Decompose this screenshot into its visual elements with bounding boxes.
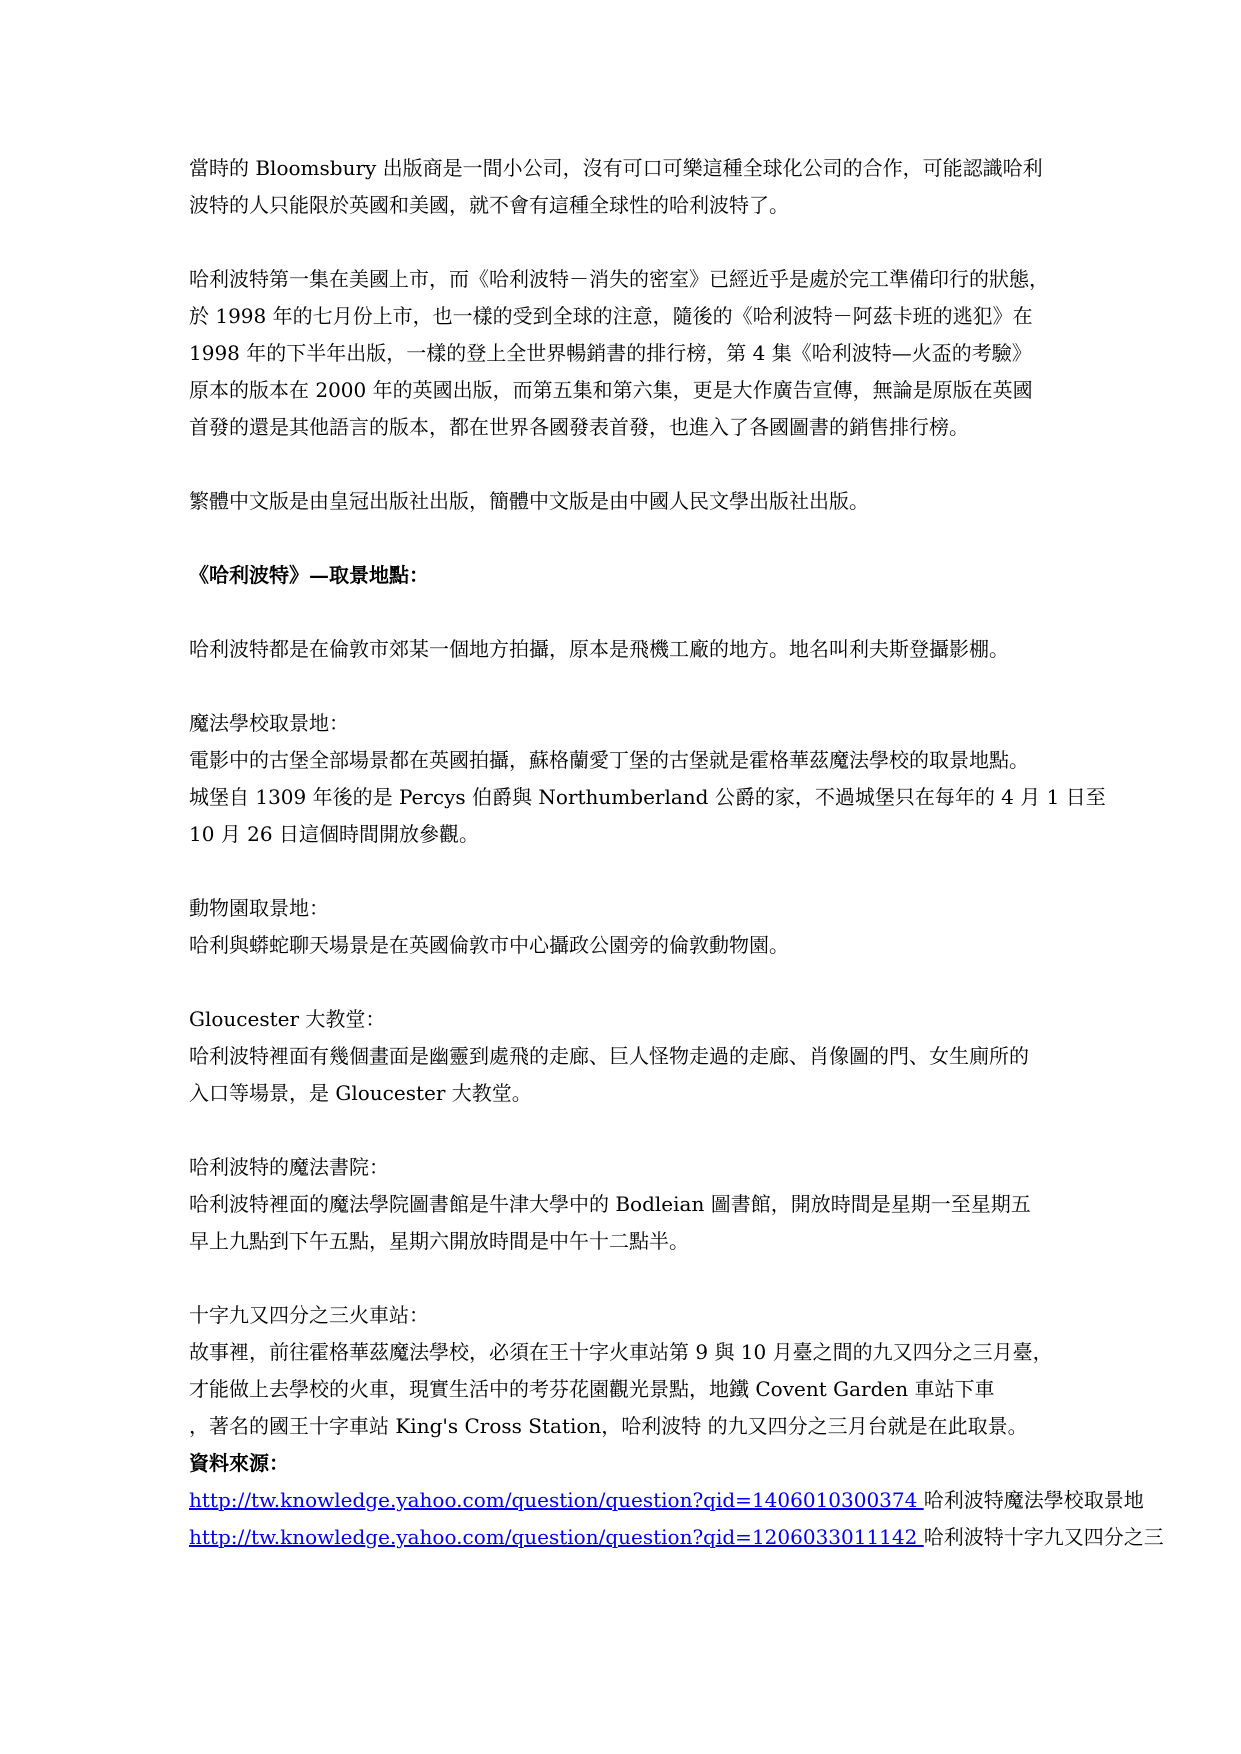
paragraph-line: 1998 年的下半年出版，一樣的登上全世界暢銷書的排行榜，第 4 集《哈利波特—火盃的考驗》 xyxy=(189,341,1032,365)
location-text-line: ，著名的國王十字車站 King's Cross Station，哈利波特 的九又四分之三月台就是在此取景。 xyxy=(189,1414,1028,1438)
paragraph-line: 於 1998 年的七月份上市，也一樣的受到全球的注意，隨後的《哈利波特－阿茲卡班的逃犯》在 xyxy=(189,304,1033,328)
intro-paragraph-bloomsbury xyxy=(189,150,1069,224)
paragraph-chinese-editions xyxy=(189,483,1069,520)
paragraph-line: 哈利波特都是在倫敦市郊某一個地方拍攝，原本是飛機工廠的地方。地名叫利夫斯登攝影棚。 xyxy=(189,637,1009,661)
source-item xyxy=(189,1482,1144,1519)
source-description: 哈利波特魔法學校取景地 xyxy=(923,1488,1144,1512)
location-text-line: 10 月 26 日這個時間開放參觀。 xyxy=(189,822,479,846)
source-description: 哈利波特十字九又四分之三 xyxy=(923,1525,1164,1549)
location-title: 十字九又四分之三火車站： xyxy=(189,1303,429,1327)
sources-block xyxy=(189,1445,1164,1556)
location-text-line: 電影中的古堡全部場景都在英國拍攝，蘇格蘭愛丁堡的古堡就是霍格華茲魔法學校的取景地點。 xyxy=(189,748,1029,772)
location-section-library xyxy=(189,1149,1069,1260)
location-section-kings-cross xyxy=(189,1297,1069,1445)
location-text-line: 城堡自 1309 年後的是 Percys 伯爵與 Northumberland 公爵的家，不過城堡只在每年的 4 月 1 日至 xyxy=(189,785,1106,809)
location-text-line: 入口等場景，是 Gloucester 大教堂。 xyxy=(189,1081,532,1105)
location-section-zoo xyxy=(189,890,1069,964)
location-section-gloucester-cathedral xyxy=(189,1001,1069,1112)
paragraph-line: 哈利波特第一集在美國上市，而《哈利波特－消失的密室》已經近乎是處於完工準備印行的狀態， xyxy=(189,267,1049,291)
location-text-line: 才能做上去學校的火車，現實生活中的考芬花園觀光景點，地鐵 Covent Garden 車站下車 xyxy=(189,1377,995,1401)
location-title: 動物園取景地： xyxy=(189,896,329,920)
location-section-magic-school xyxy=(189,705,1106,853)
location-text-line: 哈利波特裡面的魔法學院圖書館是牛津大學中的 Bodleian 圖書館，開放時間是星期一至星期五 xyxy=(189,1192,1031,1216)
sources-title: 資料來源： xyxy=(189,1451,289,1475)
location-text-line: 故事裡，前往霍格華茲魔法學校，必須在王十字火車站第 9 與 10 月臺之間的九又四分之三月臺， xyxy=(189,1340,1053,1364)
source-link[interactable]: http://tw.knowledge.yahoo.com/question/question?qid=1406010300374 xyxy=(189,1488,924,1512)
location-title: Gloucester 大教堂： xyxy=(189,1007,386,1031)
paragraph-line: 繁體中文版是由皇冠出版社出版，簡體中文版是由中國人民文學出版社出版。 xyxy=(189,489,869,513)
location-text-line: 早上九點到下午五點，星期六開放時間是中午十二點半。 xyxy=(189,1229,689,1253)
source-link[interactable]: http://tw.knowledge.yahoo.com/question/question?qid=1206033011142 xyxy=(189,1525,924,1549)
paragraph-line: 首發的還是其他語言的版本，都在世界各國發表首發，也進入了各國圖書的銷售排行榜。 xyxy=(189,415,969,439)
location-text-line: 哈利波特裡面有幾個畫面是幽靈到處飛的走廊、巨人怪物走過的走廊、肖像圖的門、女生廁所的 xyxy=(189,1044,1029,1068)
location-title: 哈利波特的魔法書院： xyxy=(189,1155,389,1179)
paragraph-studio-location xyxy=(189,631,1069,668)
section-heading-filming-locations: 《哈利波特》—取景地點： xyxy=(189,563,429,587)
source-item xyxy=(189,1519,1164,1556)
location-text-line: 哈利與蟒蛇聊天場景是在英國倫敦市中心攝政公園旁的倫敦動物園。 xyxy=(189,933,789,957)
paragraph-line: 波特的人只能限於英國和美國，就不會有這種全球性的哈利波特了。 xyxy=(189,193,789,217)
paragraph-publication-history xyxy=(189,261,1069,446)
paragraph-line: 原本的版本在 2000 年的英國出版，而第五集和第六集，更是大作廣告宣傳，無論是原版在英國 xyxy=(189,378,1033,402)
paragraph-line: 當時的 Bloomsbury 出版商是一間小公司，沒有可口可樂這種全球化公司的合作，可能認識哈利 xyxy=(189,156,1043,180)
document-page xyxy=(189,150,1164,1556)
location-title: 魔法學校取景地： xyxy=(189,711,349,735)
